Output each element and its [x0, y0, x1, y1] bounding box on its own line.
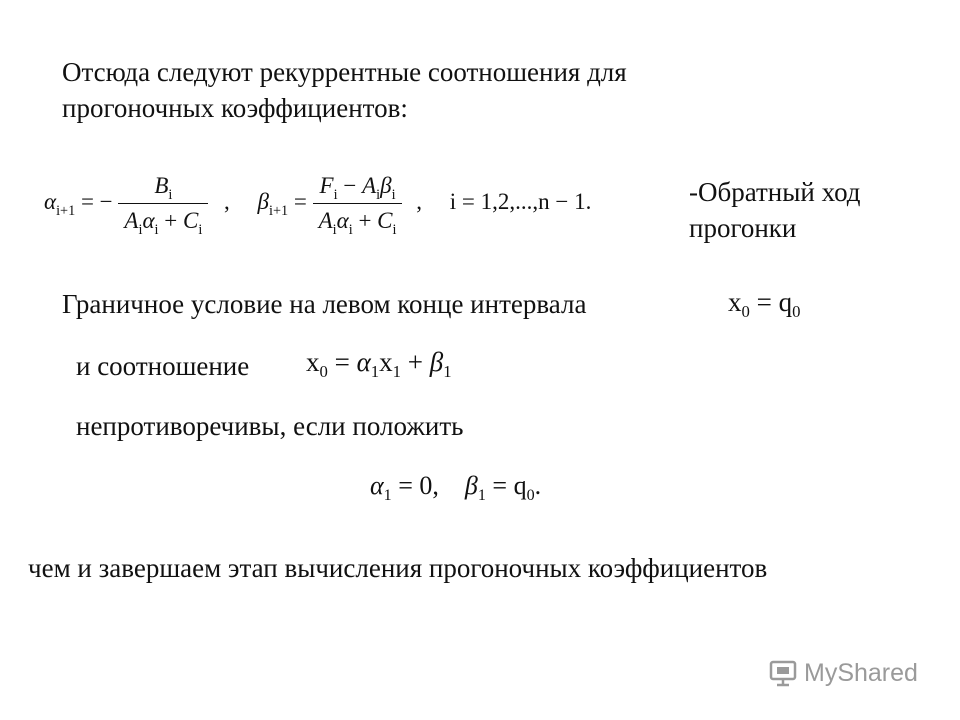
consistent-text: непротиворечивы, если положить: [76, 411, 464, 441]
heading-line-2: прогоночных коэффициентов:: [62, 93, 408, 123]
watermark-text: MyShared: [804, 658, 918, 687]
reverse-sweep-line-2: прогонки: [689, 213, 797, 243]
alpha-formula: $\alpha_{i+1}$ = − $\frac{B_i}{A_i\alpha_i + C_i}$: [44, 189, 214, 214]
watermark-logo: [768, 658, 918, 688]
conclusion-text: чем и завершаем этап вычисления прогоночных коэффициентов: [28, 553, 768, 583]
recurrence-formulas: $\alpha_{i+1}$ = − $\frac{B_i}{A_i\alpha_i + C_i}$ , $\beta_{i+1}$ = $\frac{F_i - A_i\beta_i}{A_i\alpha_i + C_i}$ , i = 1,2,...,n − 1.: [44, 173, 592, 238]
relation-formula: $x_0 = \alpha_1x_1 + \beta_1$: [306, 347, 452, 381]
index-range: i = 1,2,...,n − 1.: [449, 188, 592, 214]
presentation-icon: [768, 658, 798, 688]
reverse-sweep-line-1: -Обратный ход: [689, 177, 861, 207]
boundary-formula: $x_0 = q_0$: [728, 287, 801, 321]
relation-text: и соотношение: [76, 351, 250, 381]
beta-formula: $\beta_{i+1}$ = $\frac{F_i - A_i\beta_i}{A_i\alpha_i + C_i}$: [258, 189, 409, 214]
heading-line-1: Отсюда следуют рекуррентные соотношения для: [62, 57, 627, 87]
initial-values-formula: $\alpha_1 = 0$, $\beta_1 = q_0$.: [370, 471, 542, 504]
boundary-condition-text: Граничное условие на левом конце интервала: [62, 289, 587, 319]
